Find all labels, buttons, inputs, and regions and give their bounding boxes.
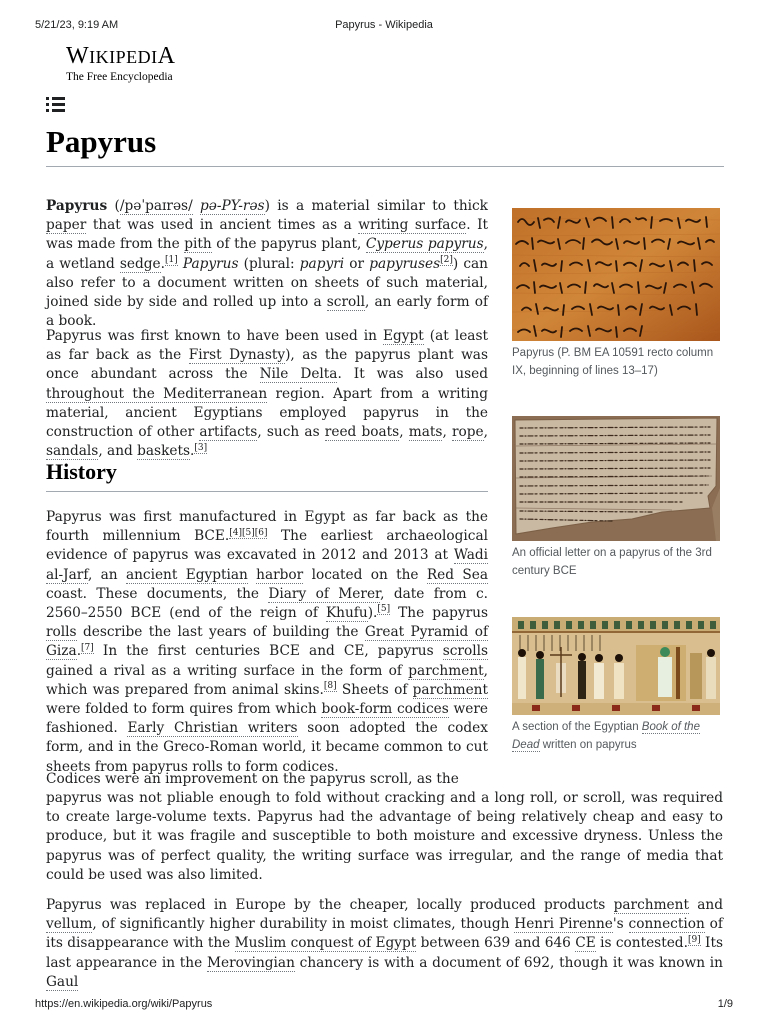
history-paragraph-2: papyrus was not pliable enough to fold without cracking and a long roll, or scroll, was required to create large-volume texts. Papyrus had the advantage of being relatively cheap and easy to produce, but it was fragile and susceptible to both moisture and excessive dryness. Unless the papyrus was of perfect quality, the writing surface was irregular, and the range of media that could be used was also limited. (46, 790, 723, 883)
print-page-title: Papyrus - Wikipedia (335, 19, 433, 31)
link-reed-boats[interactable]: reed boats (324, 424, 400, 441)
link-book-of-the-dead[interactable]: Book of the Dead (512, 721, 700, 751)
figure-official-letter (512, 416, 720, 580)
link-early-christian-writers[interactable]: Early Christian writers (127, 720, 298, 737)
link-merovingian[interactable]: Merovingian (206, 954, 295, 971)
lead-term: Papyrus (46, 198, 108, 214)
respelling-link[interactable]: pə-PY-rəs (200, 198, 265, 214)
link-rope[interactable]: rope (452, 424, 484, 441)
link-scroll[interactable]: scroll (326, 294, 366, 311)
link-gaul[interactable]: Gaul (46, 973, 79, 990)
citation-2[interactable]: [2] (440, 255, 453, 266)
link-sandals[interactable]: sandals (46, 443, 99, 460)
link-artifacts[interactable]: artifacts (199, 424, 258, 441)
link-parchment[interactable]: parchment (408, 662, 484, 679)
link-great-pyramid-of-giza[interactable]: Great Pyramid of Giza (46, 624, 489, 660)
papyrus-hieratic-image[interactable] (512, 208, 720, 341)
link-harbor[interactable]: harbor (256, 566, 304, 583)
link-baskets[interactable]: baskets (137, 443, 190, 460)
link-first-dynasty[interactable]: First Dynasty (188, 347, 286, 364)
citation-1[interactable]: [1] (164, 255, 178, 266)
print-datetime: 5/21/23, 9:19 AM (35, 19, 119, 31)
figure-papyrus-fragment (512, 208, 720, 380)
link-mats[interactable]: mats (408, 424, 443, 441)
citation-3[interactable]: [3] (194, 442, 208, 453)
link-nile-delta[interactable]: Nile Delta (259, 366, 338, 383)
link-cyperus-papyrus[interactable]: Cyperus papyrus (365, 236, 484, 253)
papyrus-letter-image[interactable] (512, 416, 720, 541)
citation-9[interactable]: [9] (687, 934, 701, 945)
link-paper[interactable]: paper (46, 217, 87, 234)
link-parchment-2[interactable]: parchment (412, 681, 488, 698)
link-ancient-egyptian[interactable]: ancient Egyptian (125, 566, 248, 583)
link-rolls[interactable]: rolls (46, 624, 77, 641)
intro-paragraph-1: Papyrus (/pəˈpaɪrəs/ pə-PY-rəs) is a material similar to thick paper that was used in ancient times as a writing surface. It was made from the pith of the papyrus plant, Cyperus papyrus, a wetland sedge.[1] Papyrus (plural: papyri or papyruses[2]) can also refer to a document written on sheets of such material, joined side by side and rolled up into a scroll, an early form of a book. (46, 198, 489, 330)
figure-caption-2: An official letter on a papyrus of the 3rd century BCE (512, 547, 712, 577)
title-divider (46, 166, 724, 167)
citation-4-5-6[interactable]: [4][5][6] (229, 527, 268, 538)
history-heading: History (46, 459, 117, 484)
history-paragraph-2-start: Codices were an improvement on the papyrus scroll, as the (46, 771, 459, 787)
link-scrolls[interactable]: scrolls (442, 643, 488, 660)
link-henri-pirenne[interactable]: Henri Pirenne (514, 916, 613, 933)
wikipedia-logo[interactable] (66, 44, 176, 83)
print-url: https://en.wikipedia.org/wiki/Papyrus (35, 998, 213, 1010)
intro-paragraph-2: Papyrus was first known to have been used in Egypt (at least as far back as the First Dynasty), as the papyrus plant was once abundant across the Nile Delta. It was also used throughout the Mediterranean region. Apart from a writing material, ancient Egyptians employed papyrus in the construction of other artifacts, such as reed boats, mats, rope, sandals, and baskets.[3] (46, 328, 489, 460)
link-khufu[interactable]: Khufu (325, 605, 368, 622)
figure-book-of-the-dead (512, 617, 720, 754)
citation-5[interactable]: [5] (377, 604, 391, 615)
link-parchment-3[interactable]: parchment (613, 897, 689, 913)
link-sedge[interactable]: sedge (119, 255, 161, 272)
figure-caption-1: Papyrus (P. BM EA 10591 recto column IX, beginning of lines 13–17) (512, 347, 714, 377)
page-title: Papyrus (46, 124, 157, 159)
link-muslim-conquest-of-egypt[interactable]: Muslim conquest of Egypt (234, 935, 417, 952)
citation-7[interactable]: [7] (81, 642, 94, 653)
history-paragraph-3: Papyrus was replaced in Europe by the cheaper, locally produced products parchment and vellum, of significantly higher durability in moist climates, though Henri Pirenne's connection of its disappearance with the Muslim conquest of Egypt between 639 and 646 CE is contested.[9] Its last appearance in the Merovingian chancery is with a document of 692, though it was known in Gaul (46, 897, 723, 990)
wikipedia-tagline: The Free Encyclopedia (66, 71, 173, 83)
link-wadi-al-jarf[interactable]: Wadi al-Jarf (46, 547, 488, 583)
history-paragraph-1: Papyrus was first manufactured in Egypt as far back as the fourth millennium BCE.[4][5][6] The earliest archaeological evidence of papyrus was excavated in 2012 and 2013 at Wadi al-Jarf, an ancient Egyptian harbor located on the Red Sea coast. These documents, the Diary of Merer, date from c. 2560–2550 BCE (end of the reign of Khufu).[5] The papyrus rolls describe the last years of building the Great Pyramid of Giza.[7] In the first centuries BCE and CE, papyrus scrolls gained a rival as a writing surface in the form of parchment, which was prepared from animal skins.[8] Sheets of parchment were folded to form quires from which book-form codices were fashioned. Early Christian writers soon adopted the codex form, and in the Greco-Roman world, it became common to cut sheets from papyrus rolls to form codices. (46, 509, 489, 775)
history-divider (46, 491, 488, 492)
link-writing-surface[interactable]: writing surface (358, 217, 467, 234)
hamburger-menu-icon[interactable] (46, 96, 66, 112)
figure-caption-3: A section of the Egyptian Book of the Dead written on papyrus (512, 721, 700, 751)
wikipedia-wordmark: WIKIPEDIA (66, 43, 176, 69)
book-of-the-dead-image[interactable] (512, 617, 720, 715)
link-red-sea[interactable]: Red Sea (426, 566, 488, 583)
ipa-link[interactable]: /pəˈpaɪrəs/ (119, 198, 193, 214)
link-throughout-the-mediterranean[interactable]: throughout the Mediterranean (46, 385, 268, 402)
link-diary-of-merer[interactable]: Diary of Merer (268, 585, 381, 602)
link-ce[interactable]: CE (575, 935, 596, 952)
link-vellum[interactable]: vellum (46, 916, 93, 933)
link-pith[interactable]: pith (184, 236, 212, 253)
link-book-form-codices[interactable]: book-form codices (321, 701, 449, 718)
link-egypt[interactable]: Egypt (383, 328, 424, 344)
link-connection[interactable]: connection (628, 916, 705, 933)
print-page-number: 1/9 (717, 998, 733, 1010)
citation-8[interactable]: [8] (323, 681, 337, 692)
